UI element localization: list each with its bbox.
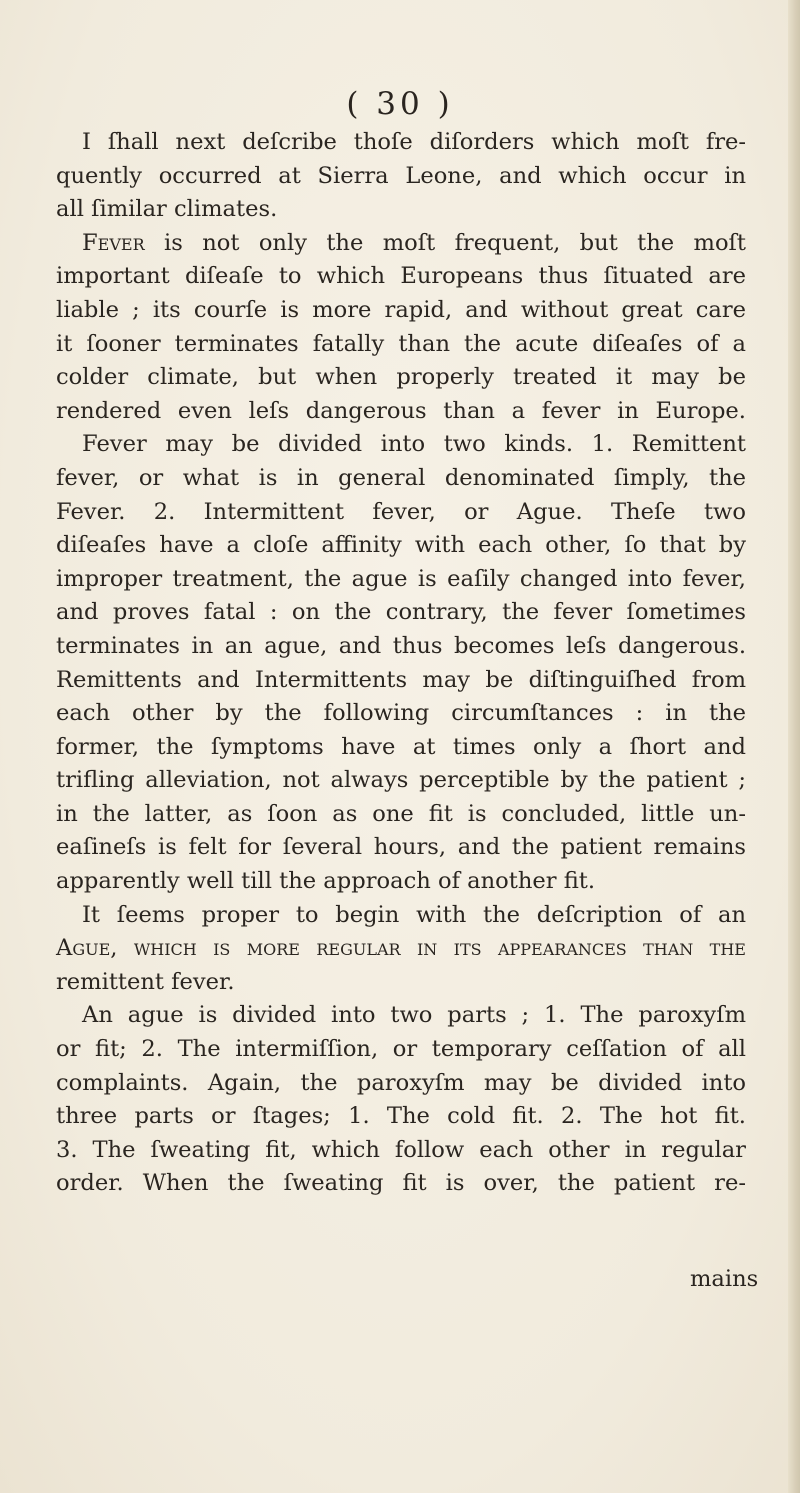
text-line: and proves fatal : on the contrary, the fever ſometimes [56, 599, 746, 626]
text-line: rendered even leſs dangerous than a fever in Europe. [56, 397, 746, 424]
text-line: eaſineſs is felt for ſeveral hours, and the patient remains [56, 834, 746, 861]
text-line: in the latter, as ſoon as one fit is concluded, little un- [56, 800, 746, 827]
text-line: each other by the following circumſtances : in the [56, 700, 746, 727]
text-line: An ague is divided into two parts ; 1. The paroxyſm [82, 1002, 746, 1029]
paragraph [56, 999, 746, 1201]
paragraph [56, 126, 746, 227]
text-line-rest: is not only the moſt frequent, but the moſt [144, 229, 746, 256]
text-line: former, the ſymptoms have at times only a ſhort and [56, 733, 746, 760]
text-line: it ſooner terminates fatally than the acute diſeaſes of a [56, 330, 746, 357]
text-line: remittent fever. [56, 968, 235, 995]
text-line: Fever. 2. Intermittent fever, or Ague. Theſe two [56, 498, 746, 525]
lead-word: Fever [82, 229, 145, 256]
paragraph [56, 899, 746, 1000]
text-line: apparently well till the approach of another fit. [56, 868, 596, 895]
text-line: important diſeaſe to which Europeans thus ſituated are [56, 263, 746, 290]
text-line: trifling alleviation, not always perceptible by the patient ; [56, 767, 746, 794]
text-line: or fit; 2. The intermiſſion, or temporary ceſſation of all [56, 1036, 746, 1063]
text-line: colder climate, but when properly treated it may be [56, 364, 746, 391]
page-edge [788, 0, 800, 1493]
text-line: diſeaſes have a cloſe affinity with each other, ſo that by [56, 532, 746, 559]
text-line: three parts or ſtages; 1. The cold fit. 2. The hot fit. [56, 1103, 746, 1130]
catchword: mains [690, 1266, 759, 1292]
ague-word: Ague, which is more regular in its appearances than the [56, 935, 746, 962]
paragraph [56, 428, 746, 898]
text-line: complaints. Again, the paroxyſm may be divided into [56, 1069, 746, 1096]
text-line: I ſhall next deſcribe thoſe diſorders which moſt fre- [82, 129, 746, 155]
text-line: liable ; its courſe is more rapid, and without great care [56, 296, 746, 323]
text-line: Fever may be divided into two kinds. 1. Remittent [82, 431, 746, 458]
text-line: Remittents and Intermittents may be diſtinguiſhed from [56, 666, 746, 693]
paragraph [56, 227, 746, 429]
text-line [56, 227, 746, 261]
text-line [56, 932, 746, 966]
text-line: fever, or what is in general denominated ſimply, the [56, 464, 746, 491]
body-text [56, 126, 746, 1201]
text-line: It ſeems proper to begin with the deſcription of an [82, 901, 746, 928]
page-number: ( 30 ) [346, 86, 454, 122]
text-line: all ſimilar climates. [56, 196, 278, 223]
text-line: terminates in an ague, and thus becomes leſs dangerous. [56, 632, 746, 659]
text-line: quently occurred at Sierra Leone, and which occur in [56, 162, 746, 189]
text-line: order. When the ſweating fit is over, the patient re- [56, 1170, 746, 1197]
text-line: improper treatment, the ague is eaſily changed into fever, [56, 565, 746, 592]
text-line: 3. The ſweating fit, which follow each other in regular [56, 1136, 746, 1163]
